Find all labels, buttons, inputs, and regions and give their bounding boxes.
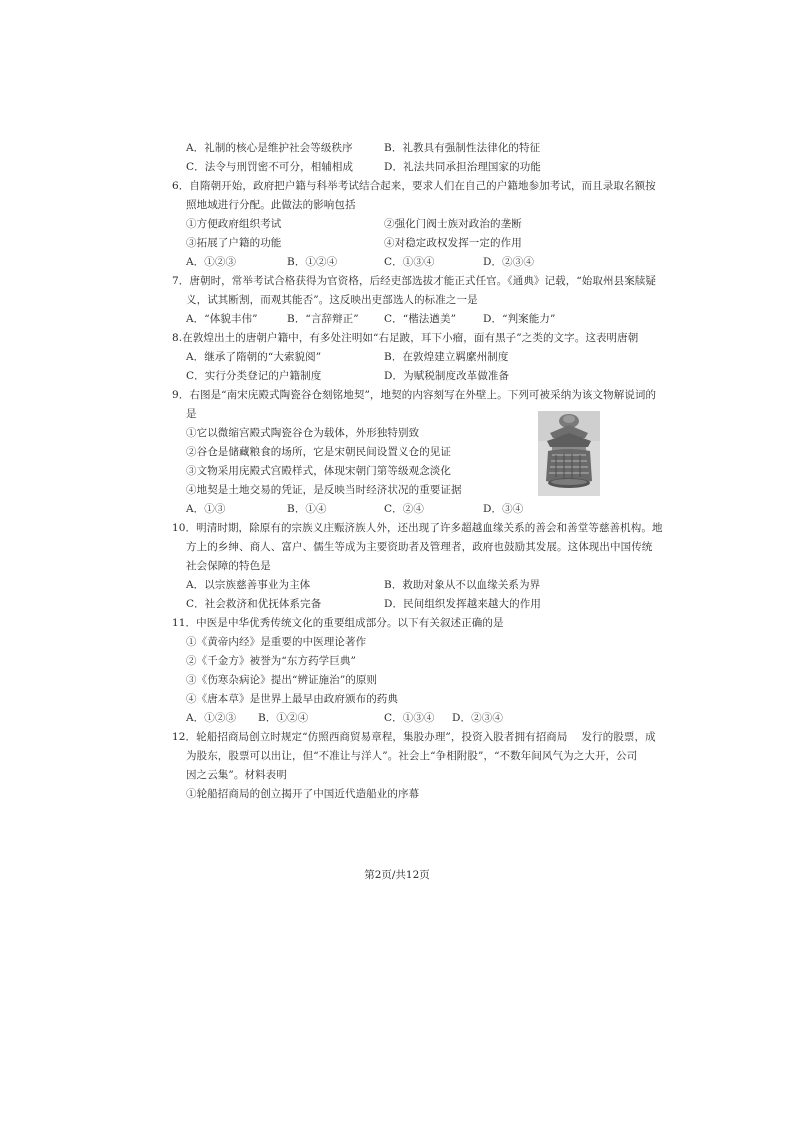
q12-stem-line2: 为股东，股票可以出让，但“不准让与洋人”。社会上“争相附股”，“不数年间风气为之大开，公司 [186,750,638,762]
granary-jar-photo [538,411,600,496]
q11-stem-line1: 11．中医是中华优秀传统文化的重要组成部分。以下有关叙述正确的是 [172,617,504,629]
q8-option-d: D．为赋税制度改革做准备 [384,370,510,382]
page-number: 第2页/共12页 [364,869,430,881]
q7-option-c: C．“楷法遒美” [384,313,457,325]
q12-stem-line3: 因之云集”。材料表明 [186,769,287,781]
q7-option-a: A．“体貌丰伟” [186,313,258,325]
q11-item-2: ②《千金方》被誉为“东方药学巨典” [186,655,356,667]
q8-option-a: A．继承了隋朝的“大索貌阅” [186,351,322,363]
q7-option-d: D．“判案能力” [483,313,556,325]
q11-option-b: B．①②④ [258,712,309,724]
q6-option-a: A．①②③ [186,256,237,268]
q9-option-b: B．①④ [287,503,327,515]
q6-item-3: ③拓展了户籍的功能 [186,237,282,249]
q8-stem-line1: 8.在敦煌出土的唐朝户籍中，有多处注明如“右足跛，耳下小瘤，面有黑子”之类的文字。这表明唐朝 [172,332,639,344]
q11-option-c: C．①③④ [384,712,435,724]
q7-stem-line1: 7．唐朝时，常举考试合格获得为官资格，后经吏部选拔才能正式任官。《通典》记载，“始取州县案牍疑 [172,275,656,287]
q6-option-b: B．①②④ [287,256,338,268]
q12-item-1: ①轮船招商局的创立揭开了中国近代造船业的序幕 [186,788,420,800]
q5-option-a: A．礼制的核心是维护社会等级秩序 [186,142,353,154]
q7-option-b: B．“言辞辩正” [287,313,359,325]
q10-option-c: C．社会救济和优抚体系完备 [186,598,322,610]
q9-item-2: ②谷仓是储藏粮食的场所，它是宋朝民间设置义仓的见证 [186,446,451,458]
q10-option-d: D．民间组织发挥越来越大的作用 [384,598,541,610]
q9-option-c: C．②④ [384,503,424,515]
q11-option-d: D．②③④ [452,712,503,724]
q9-option-a: A．①③ [186,503,226,515]
q10-stem-line1: 10．明清时期，除原有的宗族义庄赈济族人外，还出现了许多超越血缘关系的善会和善堂等慈善机构。地 [172,522,663,534]
q11-item-4: ④《唐本草》是世界上最早由政府颁布的药典 [186,693,398,705]
q12-stem-line1: 12．轮船招商局创立时规定“仿照西商贸易章程，集股办理”，投资入股者拥有招商局 发行的股票，成 [172,731,656,743]
q11-option-a: A．①②③ [186,712,237,724]
q9-item-4: ④地契是土地交易的凭证，是反映当时经济状况的重要证据 [186,484,462,496]
q8-option-b: B．在敦煌建立羁縻州制度 [384,351,509,363]
q6-option-d: D．②③④ [483,256,534,268]
q5-option-c: C．法令与刑罚密不可分，相辅相成 [186,161,354,173]
q6-stem-line2: 照地域进行分配。此做法的影响包括 [186,199,356,211]
q5-option-b: B．礼教具有强制性法律化的特征 [384,142,541,154]
q10-option-a: A．以宗族慈善事业为主体 [186,579,311,591]
q6-option-c: C．①③④ [384,256,435,268]
q10-stem-line3: 社会保障的特色是 [186,560,271,572]
granary-jar-illustration [538,411,600,496]
q6-stem-line1: 6．自隋朝开始，政府把户籍与科举考试结合起来，要求人们在自己的户籍地参加考试，而且录取名额按 [172,180,656,192]
q10-stem-line2: 方上的乡绅、商人、富户、儒生等成为主要资助者及管理者，政府也鼓励其发展。这体现出中国传统 [186,541,653,553]
q6-item-2: ②强化门阀士族对政治的垄断 [384,218,522,230]
q6-item-1: ①方便政府组织考试 [186,218,282,230]
q9-option-d: D．③④ [483,503,524,515]
q9-item-1: ①它以微缩宫殿式陶瓷谷仓为载体，外形独特别致 [186,427,420,439]
q9-stem-line2: 是 [186,408,197,420]
q9-stem-line1: 9．右图是“南宋庑殿式陶瓷谷仓刻铭地契”，地契的内容刻写在外壁上。下列可被采纳为该文物解说词的 [172,389,657,401]
q9-item-3: ③文物采用庑殿式宫殿样式，体现宋朝门第等级观念淡化 [186,465,451,477]
q7-stem-line2: 义，试其断割，而观其能否”。这反映出吏部选人的标准之一是 [186,294,478,306]
q6-item-4: ④对稳定政权发挥一定的作用 [384,237,522,249]
q11-item-1: ①《黄帝内经》是重要的中医理论著作 [186,636,367,648]
q11-item-3: ③《伤寒杂病论》提出“辨证施治”的原则 [186,674,378,686]
q5-option-d: D．礼法共同承担治理国家的功能 [384,161,541,173]
q10-option-b: B．救助对象从不以血缘关系为界 [384,579,541,591]
q8-option-c: C．实行分类登记的户籍制度 [186,370,322,382]
